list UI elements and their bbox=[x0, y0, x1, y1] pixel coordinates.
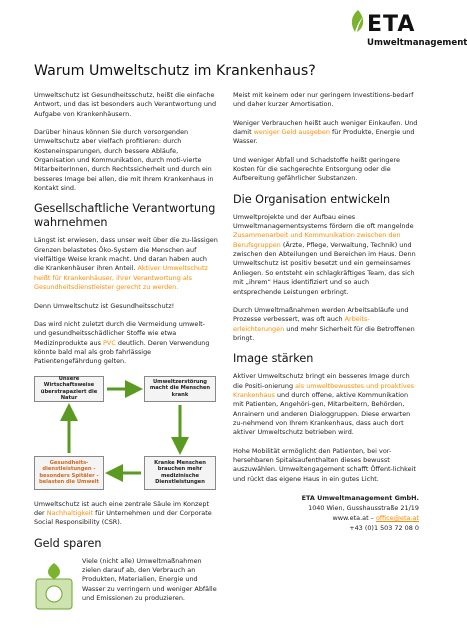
diagram-box-umweltzerstoerung: Umweltzerstörung macht die Menschen krank bbox=[144, 376, 216, 402]
benefits-paragraph: Darüber hinaus können Sie durch vorsorgenden Umweltschutz aber vielfach profitieren: durch Kosteneinsparungen, durch bessere Abläufe, Organisation und Kommunikation, durch moti-vierte MitarbeiterInnen, durch Rechtssicherheit und durch ein besseres Image bei allen, die mit Ihrem Krankenhaus in Kontakt sind. bbox=[34, 128, 214, 193]
heading-geld-sparen: Geld sparen bbox=[34, 536, 102, 550]
right-column bbox=[233, 91, 419, 533]
organisation-paragraph: Umweltprojekte und der Aufbau eines Umweltmanagementsystems fördern die oft mangelnde Zusammenarbeit und Kommunikation zwischen den Berufsgruppen (Ärzte, Pflege, Verwaltung, Technik) und zwischen den Abteilungen und Bereichen im Haus. Denn Umweltschutz ist positiv besetzt und ein gemeinsames Anliegen. So entsteht ein schlagkräftiges Team, das sich mit „ihrem“ Haus identifiziert und so auch entsprechende Leistungen erbringt. bbox=[233, 212, 416, 296]
diagram-box-wirtschaft: Unsere Wirtschaftsweise überstrapaziert die Natur bbox=[34, 376, 104, 402]
heading-image: Image stärken bbox=[233, 352, 314, 366]
einkaufen-paragraph: Weniger Verbrauchen heißt auch weniger Einkaufen. Und damit weniger Geld ausgeben für Produkte, Energie und Wasser. bbox=[233, 118, 418, 146]
highlight-text: Aktiver Umweltschutz heißt für Krankenhäuser, ihrer Verantwortung als Gesundheitsdienstleister gerecht zu werden. bbox=[34, 264, 208, 292]
left-column bbox=[34, 91, 218, 619]
geld-section bbox=[34, 557, 218, 604]
highlight-text: weniger Geld ausgeben bbox=[253, 128, 330, 137]
heading-organisation: Die Organisation entwickeln bbox=[233, 192, 391, 206]
contact-block bbox=[233, 493, 419, 533]
verantwortung-paragraph: Längst ist erwiesen, dass unser weit über die zu-lässigen Grenzen belastetes Öko-System die Menschen auf vielfältige Weise krank macht. Und daran haben auch die Krankenhäuser ihren Anteil. Aktiver Umweltschutz heißt für Krankenhäuser, ihrer Verantwortung als Gesundheitsdienstleister gerecht zu werden. bbox=[34, 236, 218, 292]
statement-paragraph: Denn Umweltschutz ist Gesundheitsschutz! bbox=[34, 301, 175, 310]
cycle-arrows bbox=[34, 376, 218, 492]
email-link[interactable]: office@eta.at bbox=[375, 514, 419, 522]
heading-verantwortung: Gesellschaftliche Verantwortung wahrnehmen bbox=[34, 202, 216, 230]
highlight-text: Zusammenarbeit und Kommunikation zwischen den Berufsgruppen bbox=[233, 231, 401, 249]
money-icon bbox=[34, 559, 74, 619]
highlight-text: PVC bbox=[103, 338, 116, 347]
logo-subtitle: Umweltmanagement bbox=[367, 38, 467, 48]
leaf-icon bbox=[347, 8, 369, 34]
page-title: Warum Umweltschutz im Krankenhaus? bbox=[34, 63, 316, 79]
image-paragraph: Aktiver Umweltschutz bringt ein besseres Image durch die Positi-onierung als umweltbewusstes und proaktives Krankenhaus und durch offene, aktive Kommunikation mit Patienten, Angehöri-gen, Mitarbeitern, Behörden, Anrainern und anderen Dialoggruppen. Diese erwarten zu-nehmend von Ihrem Krankenhaus, dass auch dort aktiver Umweltschutz betrieben wird. bbox=[233, 372, 415, 437]
highlight-text: Arbeits-erleichterungen bbox=[233, 315, 370, 333]
website-link[interactable]: www.eta.at bbox=[332, 514, 369, 522]
pvc-paragraph: Das wird nicht zuletzt durch die Vermeidung umwelt- und gesundheitsschädlicher Stoffe wie etwa Medizinprodukte aus PVC deutlich. Deren Verwendung könnte bald mal als grob fahrlässige Patientengefährdung gelten. bbox=[34, 319, 210, 366]
logo-name: ETA bbox=[367, 12, 416, 37]
diagram-box-kranke-menschen: Kranke Menschen brauchen mehr medizinische Dienstleistungen bbox=[144, 456, 216, 490]
company-address: 1040 Wien, Gusshausstraße 21/19 bbox=[308, 504, 419, 512]
intro-paragraph: Umweltschutz ist Gesundheitsschutz, heißt die einfache Antwort, und das ist besonders auch Verantwortung und Aufgabe von Krankenhäusern. bbox=[34, 91, 217, 118]
nachhaltigkeit-paragraph: Umweltschutz ist auch eine zentrale Säule im Konzept der Nachhaltigkeit für Unternehmen und der Corporate Social Responsibility (CSR). bbox=[34, 499, 212, 527]
company-name: ETA Umweltmanagement GmbH. bbox=[301, 494, 419, 502]
eta-logo bbox=[345, 8, 467, 54]
mobilitaet-paragraph: Hohe Mobilität ermöglicht den Patienten, bei vor-hersehbaren Spitalsaufenthalten dieses bewusst auszuwählen. Umweltengagement schafft Öffent-lichkeit und rückt das eigene Haus in ein gutes Licht. bbox=[233, 446, 416, 483]
highlight-text: als umweltbewusstes und proaktives Krankenhaus bbox=[233, 381, 415, 399]
company-web-email: www.eta.at – office@eta.at bbox=[332, 514, 419, 522]
diagram-box-gesundheitsdienst: Gesundheits-dienstleistungen - besonders Spitäler - belasten die Umwelt bbox=[34, 456, 104, 490]
geld-paragraph: Viele (nicht alle) Umweltmaßnahmen zielen darauf ab, den Verbrauch an Produkten, Materialien, Energie und Wasser zu verringern und weniger Abfälle und Emissionen zu produzieren. bbox=[82, 556, 217, 602]
cycle-diagram bbox=[34, 376, 218, 492]
abfall-paragraph: Und weniger Abfall und Schadstoffe heißt geringere Kosten für die sachgerechte Entsorgung oder die Aufbereitung gefährlicher Substanzen. bbox=[233, 155, 400, 183]
company-phone: +43 (0)1 503 72 08 0 bbox=[349, 524, 419, 532]
arbeitsablaeufe-paragraph: Durch Umweltmaßnahmen werden Arbeitsabläufe und Prozesse verbessert, was oft auch Arbeits-erleichterungen und mehr Sicherheit für die Betroffenen bringt. bbox=[233, 305, 415, 342]
highlight-text: Nachhaltigkeit bbox=[46, 508, 94, 517]
amortisation-paragraph: Meist mit keinem oder nur geringem Investitions-bedarf und daher kurzer Amortisation. bbox=[233, 91, 414, 109]
